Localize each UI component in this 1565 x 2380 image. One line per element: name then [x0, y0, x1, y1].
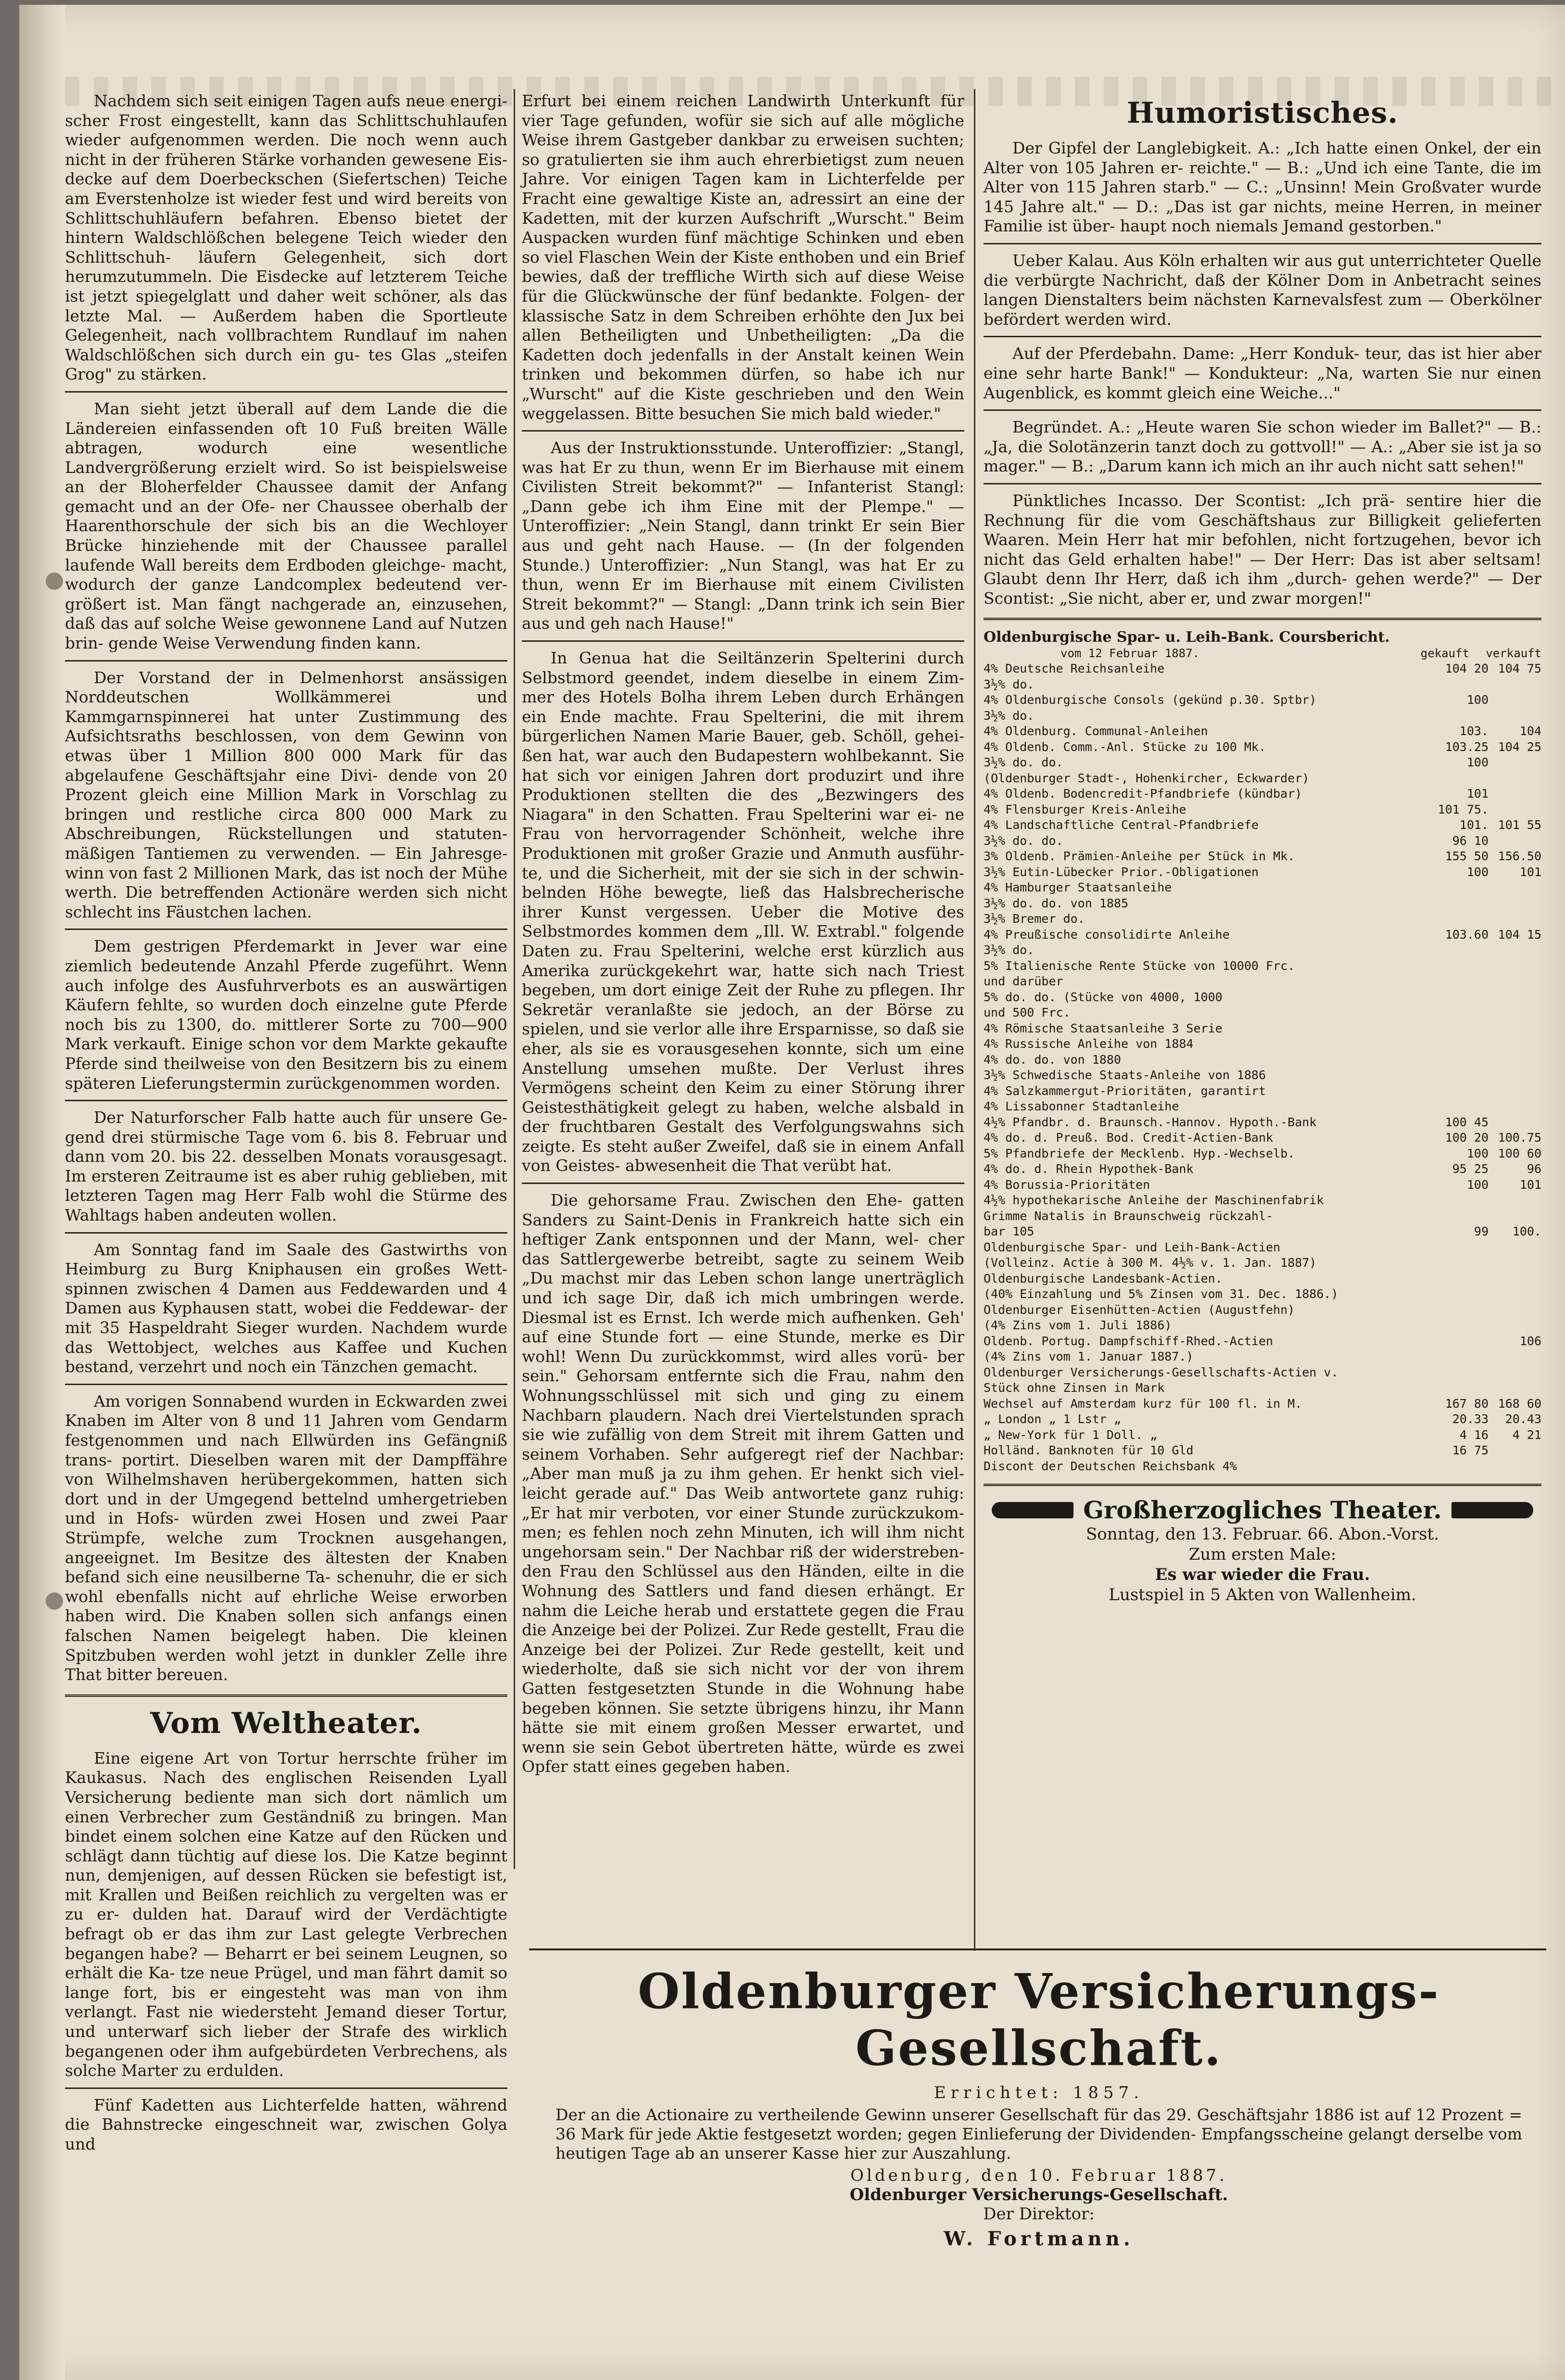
course-row-gekauft [1436, 911, 1489, 927]
course-row-name: Oldenb. Portug. Dampfschiff-Rhed.-Actien [984, 1334, 1274, 1348]
course-row [984, 1302, 1541, 1318]
course-row-verkauft [1489, 1083, 1541, 1099]
course-row-name: 4% Lissabonner Stadtanleihe [984, 1099, 1179, 1114]
ad-company: Oldenburger Versicherungs-Gesellschaft. [849, 2185, 1228, 2204]
course-row-name: 4% Borussia-Prioritäten [984, 1177, 1150, 1192]
joke-incasso: Pünktliches Incasso. Der Scontist: „Ich prä- sentire hier die Rechnung für die vom Geschäftshaus zur Billigkeit gelieferten Waaren. Mein Herr hat mir befohlen, nicht fortzugehen, bevor ich nicht das Geld erhalten habe!" — Der Herr: Das ist aber seltsam! Glaubt denn Ihr Herr, daß ich ihm „durch- gehen werde?" — Der Scontist: „Sie nicht, aber er, und zwar morgen!" [984, 491, 1541, 608]
course-row-name: 4% Oldenb. Comm.-Anl. Stücke zu 100 Mk. [984, 739, 1266, 754]
course-row-verkauft: 100.75 [1498, 1131, 1541, 1145]
course-row [984, 1209, 1541, 1224]
course-row-name: 3½% do. do. von 1885 [984, 896, 1129, 910]
theater-play-info: Lustspiel in 5 Akten von Wallenheim. [1109, 1585, 1416, 1605]
course-row-name: 4½% Pfandbr. d. Braunsch.-Hannov. Hypoth.-Bank [984, 1115, 1317, 1129]
divider [522, 1183, 964, 1184]
course-row-verkauft: 4 21 [1512, 1427, 1541, 1442]
article-horse-market: Dem gestrigen Pferdemarkt in Jever war eine ziemlich bedeutende Anzahl Pferde zugeführt. Wenn auch infolge des Ausfuhrverbots es an auswärtigen Käufern fehlte, so wurden doch einzelne gute Pferde noch bis zu 1300, do. mittlerer Sorte zu 700—900 Mark verkauft. Einige schon vor dem Markte gekaufte Pferde sind theilweise von den Besitzern bis zu einem späteren Lieferungstermin zurückgenommen worden. [65, 937, 507, 1093]
page-gutter [19, 5, 65, 2380]
course-row-verkauft [1489, 1021, 1541, 1037]
divider [65, 391, 507, 393]
course-row [984, 739, 1541, 755]
course-row-verkauft [1489, 833, 1541, 849]
course-row-gekauft [1436, 1052, 1489, 1068]
course-row-gekauft: 103.25 [1445, 739, 1489, 754]
course-row-gekauft [1436, 1083, 1489, 1099]
course-row-verkauft [1489, 1286, 1541, 1302]
course-row-verkauft [1489, 896, 1541, 912]
course-row-name: Discont der Deutschen Reichsbank 4% [984, 1459, 1237, 1473]
article-delmenhorst: Der Vorstand der in Delmenhorst ansässigen Norddeutschen Wollkämmerei und Kammgarnspinnerei hat unter Zustimmung des Aufsichtsraths beschlossen, von dem Gewinn von etwas über 1 Million 800 000 Mark für das abgelaufene Geschäftsjahr eine Divi- dende von 20 Prozent gleich eine Million Mark in Vorschlag zu bringen und restliche circa 800 000 Mark zu Abschreibungen, Rückstellungen und statuten- mäßigen Tantiemen zu verwenden. — Ein Jahresge- winn von fast 2 Millionen Mark, das ist noch der Mühe werth. Die betreffenden Actionäre werden sich nicht schlecht ins Fäustchen lachen. [65, 668, 507, 921]
joke-justified: Begründet. A.: „Heute waren Sie schon wieder im Ballet?" — B.: „Ja, die Solotänzerin tanzt doch zu gottvoll!" — A.: „Aber sie ist ja so mager." — B.: „Darum kann ich mich an ihr auch nicht satt sehen!" [984, 418, 1541, 476]
course-row [984, 865, 1541, 880]
course-row-name: 5% Pfandbriefe der Mecklenb. Hyp.-Wechselb. [984, 1146, 1295, 1160]
course-row-gekauft: 104 20 [1445, 662, 1489, 676]
course-row-verkauft: 101 [1519, 865, 1541, 879]
section-divider [65, 1694, 507, 1697]
theater-title-row [984, 1496, 1541, 1524]
course-row-name: Grimme Natalis in Braunschweig rückzahl- [984, 1209, 1274, 1223]
course-report-columns [1421, 646, 1541, 662]
course-row [984, 1115, 1541, 1131]
course-row-name: 4% Deutsche Reichsanleihe [984, 662, 1165, 676]
course-row-gekauft [1436, 1302, 1489, 1318]
course-row-verkauft: 156.50 [1498, 849, 1541, 864]
course-row [984, 1286, 1541, 1302]
course-row-gekauft: 20.33 [1452, 1412, 1489, 1426]
course-row [984, 833, 1541, 849]
course-row-gekauft [1436, 1193, 1489, 1209]
course-report-heading: Oldenburgische Spar- u. Leih-Bank. Coursbericht. [984, 629, 1390, 646]
divider [65, 929, 507, 930]
column-2 [522, 91, 964, 1783]
course-row [984, 817, 1541, 833]
course-row-verkauft [1489, 1115, 1541, 1131]
course-row-name: Stück ohne Zinsen in Mark [984, 1381, 1165, 1395]
course-row [984, 1396, 1541, 1412]
course-row [984, 1193, 1541, 1209]
course-row-name: 4% Oldenburgische Consols (gekünd p.30. Sptbr) [984, 693, 1317, 707]
course-row-verkauft: 96 [1527, 1162, 1541, 1176]
course-row [984, 1021, 1541, 1037]
ad-title: Oldenburger Versicherungs-Gesellschaft. [638, 1963, 1440, 2076]
course-row [984, 1036, 1541, 1052]
course-row-verkauft [1489, 1443, 1541, 1459]
course-row-name: 4% do. d. Rhein Hypothek-Bank [984, 1162, 1194, 1176]
course-row-name: bar 105 [984, 1224, 1035, 1239]
course-row-verkauft [1489, 771, 1541, 787]
course-row-gekauft: 100 [1466, 755, 1489, 770]
course-row-verkauft [1489, 974, 1541, 990]
article-instruction-hour: Aus der Instruktionsstunde. Unteroffizier: „Stangl, was hat Er zu thun, wenn Er im Bierhause mit einem Civilisten Streit bekommt?" — Infanterist Stangl: „Dann gebe ich ihm Eine mit der Plempe." — Unteroffizier: „Nein Stangl, dann trinkt Er sein Bier aus und geht nach Hause. — (In der folgenden Stunde.) Unteroffizier: „Nun Stangl, was hat Er zu thun, wenn Er im Bierhause mit einem Civilisten Streit bekommt?" — Stangl: „Dann trink ich sein Bier aus und geh nach Hause!" [522, 438, 964, 633]
course-row-gekauft [1436, 1036, 1489, 1052]
course-report-date: vom 12 Februar 1887. [1060, 646, 1199, 660]
course-row-verkauft [1489, 958, 1541, 974]
course-row-verkauft [1489, 677, 1541, 693]
course-row [984, 1130, 1541, 1146]
section-heading-welttheater: Vom Weltheater. [150, 1706, 422, 1740]
course-row-verkauft [1489, 755, 1541, 771]
course-row-verkauft [1489, 1380, 1541, 1396]
course-row-name: 4% Oldenb. Bodencredit-Pfandbriefe (kündbar) [984, 787, 1302, 801]
course-row [984, 1161, 1541, 1177]
course-row-name: 3½% do. do. [984, 755, 1063, 770]
course-row-name: 5% Italienische Rente Stücke von 10000 Frc. [984, 958, 1295, 973]
course-row-gekauft [1436, 708, 1489, 724]
course-row-verkauft [1489, 802, 1541, 818]
course-report-title [984, 630, 1541, 646]
course-row-verkauft: 168 60 [1498, 1396, 1541, 1411]
course-row [984, 1412, 1541, 1427]
course-row [984, 896, 1541, 912]
course-row-verkauft [1489, 1240, 1541, 1256]
course-row [984, 1005, 1541, 1021]
course-rows [984, 661, 1541, 1474]
course-row-name: Wechsel auf Amsterdam kurz für 100 fl. in M. [984, 1396, 1302, 1411]
course-report [984, 630, 1541, 1474]
course-row [984, 1068, 1541, 1083]
course-row-gekauft [1436, 1255, 1489, 1271]
section-heading-humor: Humoristisches. [1126, 96, 1399, 130]
section-divider [984, 618, 1541, 620]
course-row [984, 1240, 1541, 1256]
course-row-gekauft: 16 75 [1452, 1443, 1489, 1458]
course-row-gekauft [1436, 974, 1489, 990]
course-row-name: 4% Hamburger Staatsanleihe [984, 880, 1172, 895]
ad-director: W. Fortmann. [944, 2227, 1134, 2250]
ad-body: Der an die Actionaire zu vertheilende Gewinn unserer Gesellschaft für das 29. Geschäftsjahr 1886 ist auf 12 Prozent = 36 Mark für jede Aktie festgesetzt worden; gegen Einlieferung der Dividenden- Empfangsscheine gelangt derselbe vom heutigen Tage ab an unserer Kasse hier zur Auszahlung. [555, 2105, 1522, 2163]
course-row-gekauft: 100 45 [1445, 1115, 1489, 1129]
course-row-verkauft [1489, 911, 1541, 927]
course-row-name: 4% Römische Staatsanleihe 3 Serie [984, 1021, 1223, 1035]
column-1 [65, 91, 507, 2161]
article-obedient-wife: Die gehorsame Frau. Zwischen den Ehe- gatten Sanders zu Saint-Denis in Frankreich hatte sich ein heftiger Zank entsponnen und der Mann, wel- cher das Sattlergewerbe betreibt, sagte zu seinem Weib „Du machst mir das Leben schon lange unerträglich und ich sage Dir, daß ich mich umbringen werde. Diesmal ist es Ernst. Ich werde mich aufhenken. Geh' auf eine Stunde fort — eine Stunde, merke es Dir wohl! Wenn Du zurückkommst, wird alles vorü- ber sein." Gehorsam entfernte sich die Frau, nahm den Wohnungsschlüssel mit sich und ging zu einem Nachbarn plaudern. Nach drei Viertelstunden sprach sie wie zufällig von dem Streit mit ihrem Gatten und seinem Vorhaben. Sehr aufgeregt rief der Nachbar: „Aber man muß ja zu ihm gehen. Er henkt sich viel- leicht gerade auf." Das Weib antwortete ganz ruhig: „Er hat mir verboten, vor einer Stunde zurückzukom- men; es fehlen noch zehn Minuten, ich will ihm nicht ungehorsam sein." Der Nachbar riß der widerstreben- den Frau den Schlüssel aus den Händen, eilte in die Wohnung des Sattlers und fand diesen erhängt. Er nahm die Leiche herab und erstattete gegen die Frau die Anzeige bei der Polizei. Zur Rede gestellt, Frau die Anzeige bei der Polizei. Zur Rede gestellt, keit und wiederholte, daß sie sich nicht vor der von ihrem Gatten festgesetzten Stunde in die Wohnung habe begeben können. Sie setzte übrigens hinzu, ihr Mann hätte sie mit einem großen Messer erwartet, und wenn sie sein Gebot übertreten hätte, würde es zwei Opfer statt eines gegeben haben. [522, 1191, 964, 1776]
course-row-verkauft [1489, 1318, 1541, 1334]
article-walls: Man sieht jetzt überall auf dem Lande die die Ländereien einfassenden oft 10 Fuß breiten Wälle abtragen, wodurch eine wesentliche Landvergrößerung erzielt wird. So ist beispielsweise an der Bloherfelder Chaussee damit der Anfang gemacht und an der Ofe- ner Chaussee oberhalb der Haarenthorschule der sich bis an die Wechloyer Brücke hinziehende mit der Chaussee parallel laufende Wall bereits dem Erdboden gleichge- macht, wodurch der ganze Landcomplex bedeutend ver- größert ist. Man fängt nachgerade an, einzusehen, daß das auf solche Weise gewonnene Land auf Nutzen brin- gende Weise Verwendung finden kann. [65, 399, 507, 653]
joke-kalau: Ueber Kalau. Aus Köln erhalten wir aus gut unterrichteter Quelle die verbürgte Nachricht, daß der Kölner Dom in Anbetracht seines langen Dienstalters beim nächsten Karnevalsfest zum — Oberkölner befördert werden wird. [984, 251, 1541, 329]
course-row-gekauft: 96 10 [1452, 833, 1489, 848]
course-row-verkauft [1489, 692, 1541, 708]
course-row-name: (Volleinz. Actie à 300 M. 4½% v. 1. Jan. 1887) [984, 1256, 1317, 1270]
article-ice-skating: Nachdem sich seit einigen Tagen aufs neue energi- scher Frost eingestellt, kann das Schlittschuhlaufen wieder aufgenommen werden. Die noch wenn auch nicht in der früheren Stärke vorhanden gewesene Eis- decke auf dem Doerbeckschen (Siefertschen) Teiche am Everstenholze ist wieder fest und wird bereits von Schlittschuhläufern befahren. Ebenso bietet der hintern Waldschlößchen belegene Teich wieder den Schlittschuh- läufern Gelegenheit, sich dort herumzutummeln. Die Eisdecke auf letzterem Teiche ist jetzt spiegelglatt und daher weit schöner, als das letzte Mal. — Außerdem haben die Sportleute Gelegenheit, nach vollbrachtem Rundlauf im nahen Waldschlößchen sich durch ein gu- tes Glas „steifen Grog" zu stärken. [65, 91, 507, 384]
course-row-gekauft [1436, 880, 1489, 896]
article-spelterini: In Genua hat die Seiltänzerin Spelterini durch Selbstmord geendet, indem dieselbe in einem Zim- mer des Hotels Bolha ihrem Leben durch Erhängen ein Ende machte. Frau Spelterini, die mit ihrem bürgerlichen Namen Marie Bauer, geb. Schöll, gehei- ßen hat, war auch den Budapestern wohlbekannt. Sie hat sich vor einigen Jahren dort produzirt und ihre Produktionen stellten die des „Bezwingers des Niagara" in den Schatten. Frau Spelterini war ei- ne Frau von hervorragender Schönheit, welche ihre Produktionen mit großer Grazie und Anmuth ausführ- te, und die Sicherheit, mit der sie sich in der schwin- belnden Höhe bewegte, ließ das Halsbrecherische ihrer Kunst vergessen. Ueber die Motive des Selbstmordes kommen dem „Ill. W. Extrabl." folgende Daten zu. Frau Spelterini, welche erst kürzlich aus Amerika zurückgekehrt war, hatte sich nach Triest begeben, um dort einige Zeit der Ruhe zu pflegen. Ihr Sekretär veranlaßte sie jedoch, an der Börse zu spielen, und sie verlor alle ihre Ersparnisse, so daß sie eher, als sie es vorausgesehen konnte, sich um eine Anstellung umsehen mußte. Der Verlust ihres Vermögens scheint den Keim zu einer Störung ihrer Geistesthätigkeit gelegt zu haben, welche alsbald in der fruchtbaren Gestalt des Verfolgungswahns sich zeigte. Es steht außer Zweifel, daß sie in einem Anfall von Geistes- abwesenheit die That verübt hat. [522, 649, 964, 1175]
course-row [984, 1349, 1541, 1365]
section-divider [984, 1484, 1541, 1486]
course-row-verkauft [1489, 1459, 1541, 1475]
divider [65, 1100, 507, 1101]
course-row-gekauft [1436, 1459, 1489, 1475]
course-row-name: 4% Landschaftliche Central-Pfandbriefe [984, 818, 1259, 832]
course-row-gekauft [1436, 958, 1489, 974]
course-row-gekauft: 103.60 [1445, 927, 1489, 942]
course-row-verkauft [1489, 786, 1541, 802]
pointing-hand-icon [992, 1502, 1073, 1518]
course-row-verkauft [1489, 1255, 1541, 1271]
course-row [984, 755, 1541, 771]
course-row [984, 724, 1541, 739]
course-row [984, 1099, 1541, 1115]
course-row-name: und darüber [984, 974, 1063, 989]
course-row-name: 3½% do. [984, 677, 1035, 691]
course-row-name: (4% Zins vom 1. Juli 1886) [984, 1318, 1172, 1333]
course-row [984, 661, 1541, 677]
course-row-gekauft: 167 80 [1445, 1396, 1489, 1411]
course-row [984, 1177, 1541, 1193]
course-report-header [984, 646, 1541, 662]
course-row-gekauft [1436, 677, 1489, 693]
course-row-gekauft [1436, 1021, 1489, 1037]
course-row-verkauft [1489, 990, 1541, 1005]
course-row-verkauft: 20.43 [1505, 1412, 1541, 1426]
divider [65, 1232, 507, 1234]
course-row-gekauft: 99 [1474, 1224, 1489, 1239]
theater-notice [984, 1496, 1541, 1605]
course-row [984, 942, 1541, 958]
course-row-verkauft [1489, 942, 1541, 958]
course-row-verkauft [1489, 1209, 1541, 1224]
divider [984, 409, 1541, 411]
column-rule [974, 89, 975, 1951]
course-row [984, 677, 1541, 693]
course-row-verkauft: 101 [1519, 1177, 1541, 1192]
course-row-verkauft [1489, 1193, 1541, 1209]
course-row [984, 1318, 1541, 1334]
course-row [984, 1380, 1541, 1396]
course-row-verkauft [1489, 1068, 1541, 1083]
course-row-name: 5% do. do. (Stücke von 4000, 1000 [984, 990, 1223, 1004]
course-row-gekauft: 103. [1459, 724, 1489, 738]
article-two-boys: Am vorigen Sonnabend wurden in Eckwarden zwei Knaben im Alter von 8 und 11 Jahren vom Gendarm festgenommen und nach Ellwürden ins Gefängniß trans- portirt. Dieselben waren mit der Dampffähre von Wilhelmshaven herübergekommen, hatten sich dort und in der Umgegend bettelnd umhergetrieben und in Hofs- würden zwei Hosen und zwei Paar Strümpfe, welche zum Trocknen ausgehangen, angeeignet. Im Besitze des ältesten der Knaben befand sich eine neusilberne Ta- schenuhr, die er sich wohl ebenfalls nicht auf ehrliche Weise erworben haben wird. Die Knaben sollen sich anfangs einen falschen Namen beigelegt haben. Die kleinen Spitzbuben werden wohl jetzt in dunkler Zelle ihre That bitter bereuen. [65, 1391, 507, 1684]
course-row-gekauft: 100 [1466, 865, 1489, 879]
divider [984, 243, 1541, 244]
divider [984, 483, 1541, 484]
course-row-gekauft [1436, 1271, 1489, 1287]
ad-director-label: Der Direktor: [983, 2204, 1095, 2224]
course-row-name: 3% Oldenb. Prämien-Anleihe per Stück in Mk. [984, 849, 1295, 864]
insurance-ad [536, 1963, 1541, 2250]
course-row [984, 958, 1541, 974]
course-row-gekauft [1436, 990, 1489, 1005]
course-row [984, 849, 1541, 865]
course-row-verkauft [1489, 1349, 1541, 1365]
course-row-gekauft [1436, 1240, 1489, 1256]
course-row-gekauft: 100 [1466, 693, 1489, 707]
course-row-gekauft [1436, 771, 1489, 787]
divider [522, 640, 964, 642]
course-row-name: 4% Salzkammergut-Prioritäten, garantirt [984, 1083, 1266, 1098]
column-rule [514, 89, 515, 1869]
course-row-verkauft [1489, 1271, 1541, 1287]
course-row-gekauft [1436, 1209, 1489, 1224]
course-row-verkauft: 106 [1519, 1334, 1541, 1348]
course-row-name: 3½% Schwedische Staats-Anleihe von 1886 [984, 1068, 1266, 1082]
course-row-gekauft: 101. [1459, 818, 1489, 832]
course-row-name: 3½% do. [984, 943, 1035, 957]
theater-date: Sonntag, den 13. Februar. 66. Abon.-Vorst. [1086, 1525, 1439, 1544]
course-row-name: 4% do. do. von 1880 [984, 1052, 1121, 1067]
col-verkauft: verkauft [1486, 646, 1541, 660]
course-row-gekauft: 100 [1466, 1146, 1489, 1160]
newspaper-page [19, 5, 1565, 2380]
course-row [984, 1052, 1541, 1068]
article-cadets-cont: Erfurt bei einem reichen Landwirth Unterkunft für vier Tage gefunden, wofür sie sich auf alle mögliche Weise ihrem Gastgeber dankbar zu erweisen suchten; so gratulierten sie ihm auch ehrerbietigst zum neuen Jahre. Vor einigen Tagen kam in Lichterfelde per Fracht eine gewaltige Kiste an, adressirt an eine der Kadetten, mit der kurzen Aufschrift „Wurscht." Beim Auspacken wurden fünf mächtige Schinken und eben so viel Flaschen Wein der Kiste enthoben und ein Brief bewies, daß der treffliche Wirth sich auf diese Weise für die Glückwünsche der fünf bedankte. Folgen- der klassische Satz in dem Schreiben erhöhte den Jux bei allen Betheiligten und Unbetheiligten: „Da die Kadetten doch jedenfalls in der Anstalt keinen Wein trinken und bekommen dürfen, so habe ich nur „Wurscht" auf die Kiste geschrieben und den Wein weggelassen. Bitte besuchen Sie mich bald wieder." [522, 91, 964, 423]
course-row-verkauft [1489, 1099, 1541, 1115]
course-row-verkauft [1489, 1036, 1541, 1052]
course-row-gekauft: 101 [1466, 787, 1489, 801]
course-row-verkauft: 101 55 [1498, 818, 1541, 832]
course-row-gekauft [1436, 1005, 1489, 1021]
course-row-verkauft [1489, 880, 1541, 896]
theater-play-title: Es war wieder die Frau. [1155, 1565, 1370, 1585]
course-row-gekauft [1436, 1334, 1489, 1349]
course-row-gekauft [1436, 1349, 1489, 1365]
divider [65, 2087, 507, 2089]
course-row-name: „ London „ 1 Lstr „ [984, 1412, 1121, 1426]
course-row-name: Oldenburgische Landesbank-Actien. [984, 1271, 1223, 1285]
course-row-verkauft [1489, 708, 1541, 724]
course-row-gekauft: 95 25 [1452, 1162, 1489, 1176]
article-spinning-contest: Am Sonntag fand im Saale des Gastwirths von Heimburg zu Burg Kniphausen ein großes Wett- spinnen zwischen 4 Damen aus Feddewarden und 4 Damen aus Kyphausen statt, wobei die Feddewar- der mit 35 Haspeldraht Sieger wurden. Nachdem wurde das Wettobject, welches aus Kaffee und Kuchen bestand, verzehrt und noch ein Tänzchen gemacht. [65, 1240, 507, 1376]
course-row-name: 4% Russische Anleihe von 1884 [984, 1037, 1194, 1051]
course-row-gekauft [1436, 1365, 1489, 1381]
divider [65, 1384, 507, 1385]
ad-founded: Errichtet: 1857. [934, 2083, 1144, 2102]
course-row [984, 1443, 1541, 1459]
course-row-name: 4½% hypothekarische Anleihe der Maschinenfabrik [984, 1193, 1324, 1208]
theater-title: Großherzogliches Theater. [1083, 1496, 1442, 1525]
course-row-name: 3½% Bremer do. [984, 912, 1085, 926]
course-row [984, 786, 1541, 802]
course-row-name: Oldenburger Versicherungs-Gesellschafts-Actien v. [984, 1365, 1338, 1379]
col-gekauft: gekauft [1420, 646, 1469, 660]
theater-first-time: Zum ersten Male: [1188, 1545, 1337, 1565]
course-row-verkauft: 104 25 [1498, 739, 1541, 754]
course-row [984, 1224, 1541, 1240]
course-row-verkauft [1489, 1052, 1541, 1068]
article-cadets-start: Fünf Kadetten aus Lichterfelde hatten, während die Bahnstrecke eingeschneit war, zwischen Golya und [65, 2095, 507, 2153]
course-row-name: (Oldenburger Stadt-, Hohenkircher, Eckwarder) [984, 771, 1310, 785]
course-row-name: 4% Preußische consolidirte Anleihe [984, 927, 1230, 942]
course-row-name: „ New-York für 1 Doll. „ [984, 1427, 1158, 1442]
course-row [984, 771, 1541, 787]
article-torture: Eine eigene Art von Tortur herrschte früher im Kaukasus. Nach des englischen Reisenden Lyall Versicherung bediente man sich dort nämlich um einen Verbrecher zum Geständniß zu bringen. Man bindet einem solchen eine Katze auf den Rücken und schlägt dann tüchtig auf diese los. Die Katze beginnt nun, demjenigen, auf dessen Rücken sie befestigt ist, mit Krallen und Beißen reichlich zu vergelten was er zu er- dulden hat. Darauf wird der Verdächtigte befragt ob er das ihm zur Last gelegte Verbrechen begangen habe? — Beharrt er bei seinem Leugnen, so erhält die Ka- tze neue Prügel, und man fährt damit so lange fort, bis er eingesteht was man von ihm verlangt. Fast nie wiedersteht Jemand dieser Tortur, und unterwarf sich lieber der Strafe des wirklich begangenen oder ihm aufgebürdeten Verbrechens, als solche Marter zu erdulden. [65, 1748, 507, 2080]
course-row-gekauft [1436, 1380, 1489, 1396]
course-row-name: Oldenburger Eisenhütten-Actien (Augustfehn) [984, 1302, 1295, 1317]
course-row [984, 708, 1541, 724]
course-row [984, 911, 1541, 927]
course-row-name: (40% Einzahlung und 5% Zinsen vom 31. Dec. 1886.) [984, 1287, 1338, 1301]
article-falb: Der Naturforscher Falb hatte auch für unsere Ge- gend drei stürmische Tage vom 6. bis 8. Februar und dann vom 20. bis 22. desselben Monats vorausgesagt. Im ersteren Zeitraume ist es aber ruhig geblieben, mit letzteren Tagen mag Herr Falb wohl die Stürme des Wahltags haben andeuten wollen. [65, 1108, 507, 1225]
course-row [984, 1459, 1541, 1475]
course-row [984, 1271, 1541, 1287]
course-row [984, 1083, 1541, 1099]
course-row [984, 692, 1541, 708]
course-row [984, 880, 1541, 896]
course-row-name: 4% do. d. Preuß. Bod. Credit-Actien-Bank [984, 1131, 1274, 1145]
course-row-gekauft [1436, 1318, 1489, 1334]
course-row-verkauft: 104 [1519, 724, 1541, 738]
course-row-name: 3½% Eutin-Lübecker Prior.-Obligationen [984, 865, 1259, 879]
course-row-gekauft: 101 75. [1438, 802, 1489, 816]
course-row-verkauft [1489, 1005, 1541, 1021]
course-row-gekauft [1436, 1068, 1489, 1083]
course-row-gekauft: 4 16 [1459, 1427, 1489, 1442]
course-row-verkauft: 104 75 [1498, 662, 1541, 676]
course-row-gekauft [1436, 896, 1489, 912]
course-row [984, 1365, 1541, 1381]
ad-place-date: Oldenburg, den 10. Februar 1887. [850, 2166, 1227, 2185]
course-row-name: 4% Oldenburg. Communal-Anleihen [984, 724, 1208, 738]
course-row [984, 802, 1541, 818]
course-row-name: 3½% do. [984, 708, 1035, 723]
divider [522, 430, 964, 432]
course-row-gekauft: 100 20 [1445, 1131, 1489, 1145]
course-row [984, 1146, 1541, 1162]
course-row [984, 1427, 1541, 1443]
course-row [984, 927, 1541, 943]
course-row-gekauft [1436, 1286, 1489, 1302]
course-row-name: Holländ. Banknoten für 10 Gld [984, 1443, 1194, 1458]
joke-horse-tram: Auf der Pferdebahn. Dame: „Herr Konduk- teur, das ist hier aber eine sehr harte Bank!" — Kondukteur: „Na, warten Sie nur einen Augenblick, es kommt gleich eine Weiche..." [984, 344, 1541, 402]
divider [65, 660, 507, 662]
course-row-gekauft [1436, 1099, 1489, 1115]
course-row-verkauft: 104 15 [1498, 927, 1541, 942]
binding-hole [46, 573, 63, 590]
course-row-verkauft [1489, 1302, 1541, 1318]
course-row-gekauft [1436, 942, 1489, 958]
course-row-name: Oldenburgische Spar- und Leih-Bank-Actien [984, 1240, 1281, 1254]
course-row-verkauft: 100. [1512, 1224, 1541, 1239]
course-row-gekauft: 155 50 [1445, 849, 1489, 864]
joke-longevity: Der Gipfel der Langlebigkeit. A.: „Ich hatte einen Onkel, der ein Alter von 105 Jahren er- reichte." — B.: „Und ich eine Tante, die im Alter von 115 Jahren starb." — C.: „Unsinn! Mein Großvater wurde 145 Jahre alt." — D.: „Das ist gar nichts, meine Herren, in meiner Familie ist über- haupt noch niemals Jemand gestorben." [984, 139, 1541, 236]
course-row [984, 1255, 1541, 1271]
course-row-name: und 500 Frc. [984, 1005, 1071, 1020]
course-row [984, 1334, 1541, 1349]
column-3 [984, 91, 1541, 1605]
course-row-verkauft [1489, 1365, 1541, 1381]
divider [984, 336, 1541, 337]
course-row [984, 974, 1541, 990]
course-row-name: 3½% do. do. [984, 833, 1063, 848]
binding-hole [46, 1592, 63, 1610]
course-row-gekauft: 100 [1466, 1177, 1489, 1192]
course-row-verkauft: 100 60 [1498, 1146, 1541, 1160]
course-row-name: (4% Zins vom 1. Januar 1887.) [984, 1349, 1194, 1364]
pointing-hand-icon [1451, 1502, 1533, 1518]
course-row [984, 990, 1541, 1005]
course-row-name: 4% Flensburger Kreis-Anleihe [984, 802, 1186, 816]
